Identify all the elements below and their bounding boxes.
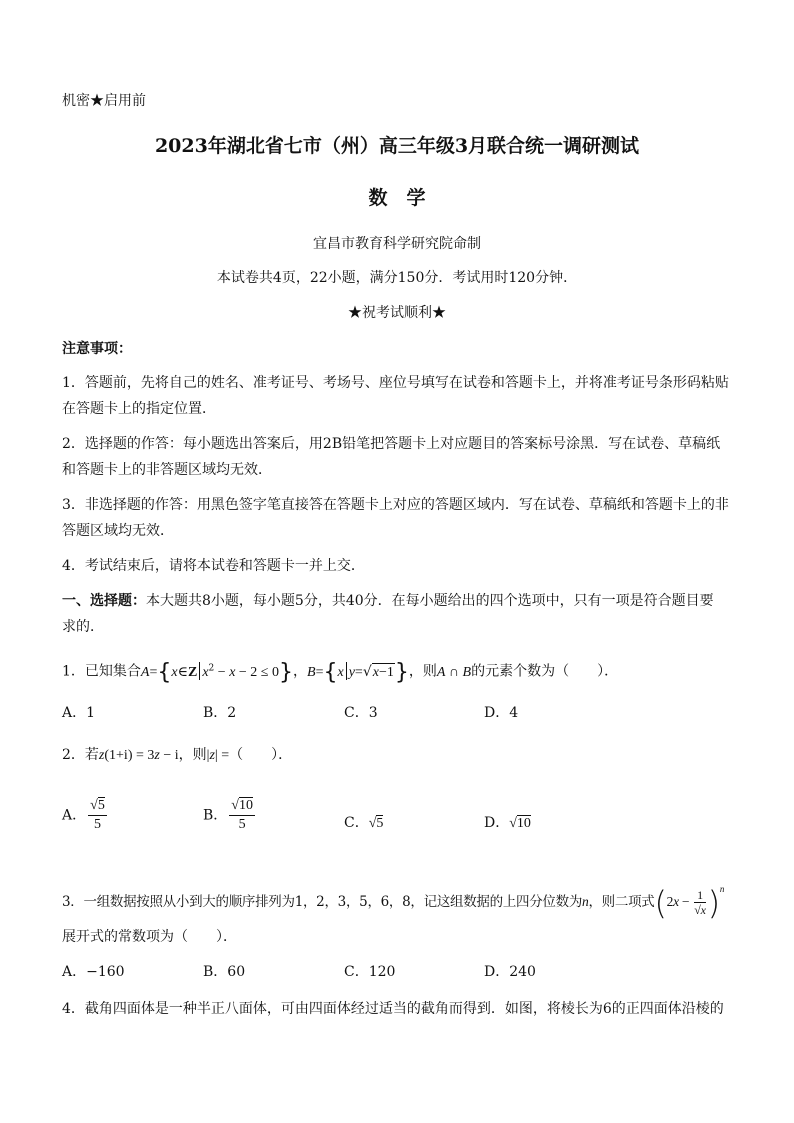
wish-line: ★祝考试顺利★ bbox=[348, 305, 446, 321]
note-1-line-2: 在答题卡上的指定位置． bbox=[62, 401, 216, 417]
section-1-line-2: 求的． bbox=[62, 619, 104, 635]
q2-prefix: 2．若 bbox=[62, 747, 99, 763]
q2-suffix: （ ）． bbox=[229, 747, 293, 763]
q2-option-c-label: C． bbox=[344, 815, 369, 831]
set-b-formula: B={x y=√x−1} bbox=[307, 659, 409, 685]
q1-option-a: A．1 bbox=[62, 705, 96, 721]
q1-option-b: B．2 bbox=[203, 705, 237, 721]
q2-option-a-label: A． bbox=[62, 807, 87, 824]
question-3-stem bbox=[62, 880, 725, 922]
q3-text2: ，则二项式 bbox=[588, 894, 655, 910]
confidential-label: 机密★启用前 bbox=[62, 93, 146, 109]
abs-z: |z| = bbox=[206, 748, 230, 763]
notes-heading: 注意事项： bbox=[62, 341, 132, 357]
section-1-line-1 bbox=[62, 592, 714, 610]
binomial-formula: (2x − $\frac{1}{√x}$ )$^n$ bbox=[654, 884, 725, 922]
note-2-line-2: 和答题卡上的非答题区域均无效． bbox=[62, 462, 272, 478]
q3-option-c: C．120 bbox=[344, 964, 396, 980]
question-1-stem: 1．已知集合A={x∈Z $x^2 - x - 2 \le 0$}，B={x y=√x−1}，则A ∩ B的元素个数为（ ）． bbox=[62, 659, 619, 685]
section-1-text: 本大题共8小题，每小题5分，共40分．在每小题给出的四个选项中，只有一项是符合题目要 bbox=[146, 593, 714, 609]
q2-option-b-value: $\frac{√10}{5}$ bbox=[231, 798, 253, 832]
q3-option-b: B．60 bbox=[203, 964, 246, 980]
note-4: 4．考试结束后，请将本试卷和答题卡一并上交． bbox=[62, 558, 365, 574]
section-1-label: 一、选择题： bbox=[62, 593, 146, 609]
q2-mid: ，则 bbox=[178, 747, 207, 763]
q3-text: 3．一组数据按照从小到大的顺序排列为1，2，3，5，6，8，记这组数据的上四分位数为 bbox=[62, 894, 583, 910]
q3-option-a: A．−160 bbox=[62, 964, 125, 980]
q2-option-b-label: B． bbox=[203, 807, 228, 824]
exam-info-line: 本试卷共4页，22小题，满分150分．考试用时120分钟． bbox=[216, 270, 578, 286]
note-2-line-1: 2．选择题的作答：每小题选出答案后，用2B铅笔把答题卡上对应题目的答案标号涂黑．写在试卷、草稿纸 bbox=[62, 436, 721, 452]
q2-option-d bbox=[484, 814, 531, 833]
q2-option-c bbox=[344, 814, 383, 833]
q3-n: n bbox=[582, 894, 589, 909]
q2-option-d-label: D． bbox=[484, 815, 510, 831]
set-a-formula: A={x∈Z $x^2 - x - 2 \le 0$} bbox=[140, 659, 293, 685]
q2-option-c-value: √5 bbox=[368, 816, 384, 831]
q2-option-b bbox=[203, 797, 257, 834]
q1-prefix: 1．已知集合 bbox=[62, 663, 141, 680]
note-3-line-2: 答题区域均无效． bbox=[62, 523, 174, 539]
q2-option-d-value: √10 bbox=[509, 816, 531, 831]
producer-line: 宜昌市教育科学研究院命制 bbox=[313, 236, 481, 252]
q1-suffix2: 的元素个数为（ ）． bbox=[471, 663, 619, 680]
question-3-line-2: 展开式的常数项为（ ）． bbox=[62, 929, 237, 945]
q2-option-a-value: $\frac{√5}{5}$ bbox=[90, 798, 105, 832]
intersection-formula: A ∩ B bbox=[436, 664, 472, 680]
q1-option-d: D．4 bbox=[484, 705, 519, 721]
subject-title: 数 学 bbox=[368, 187, 426, 209]
q1-option-c: C．3 bbox=[344, 705, 378, 721]
q1-suffix: ，则 bbox=[408, 663, 437, 680]
q3-option-d: D．240 bbox=[484, 964, 536, 980]
question-2-stem bbox=[62, 746, 292, 765]
note-3-line-1: 3．非选择题的作答：用黑色签字笔直接答在答题卡上对应的答题区域内．写在试卷、草稿纸和答题卡上的非 bbox=[62, 497, 729, 513]
q2-option-a bbox=[62, 797, 109, 834]
q2-equation: z(1+i) = 3z − i bbox=[98, 748, 179, 763]
note-1-line-1: 1．答题前，先将自己的姓名、准考证号、考场号、座位号填写在试卷和答题卡上，并将准考证号条形码粘贴 bbox=[62, 375, 729, 391]
exam-title: 2023年湖北省七市（州）高三年级3月联合统一调研测试 bbox=[154, 135, 640, 157]
question-4-stem: 4．截角四面体是一种半正八面体，可由四面体经过适当的截角而得到．如图，将棱长为6的正四面体沿棱的 bbox=[62, 1001, 724, 1017]
